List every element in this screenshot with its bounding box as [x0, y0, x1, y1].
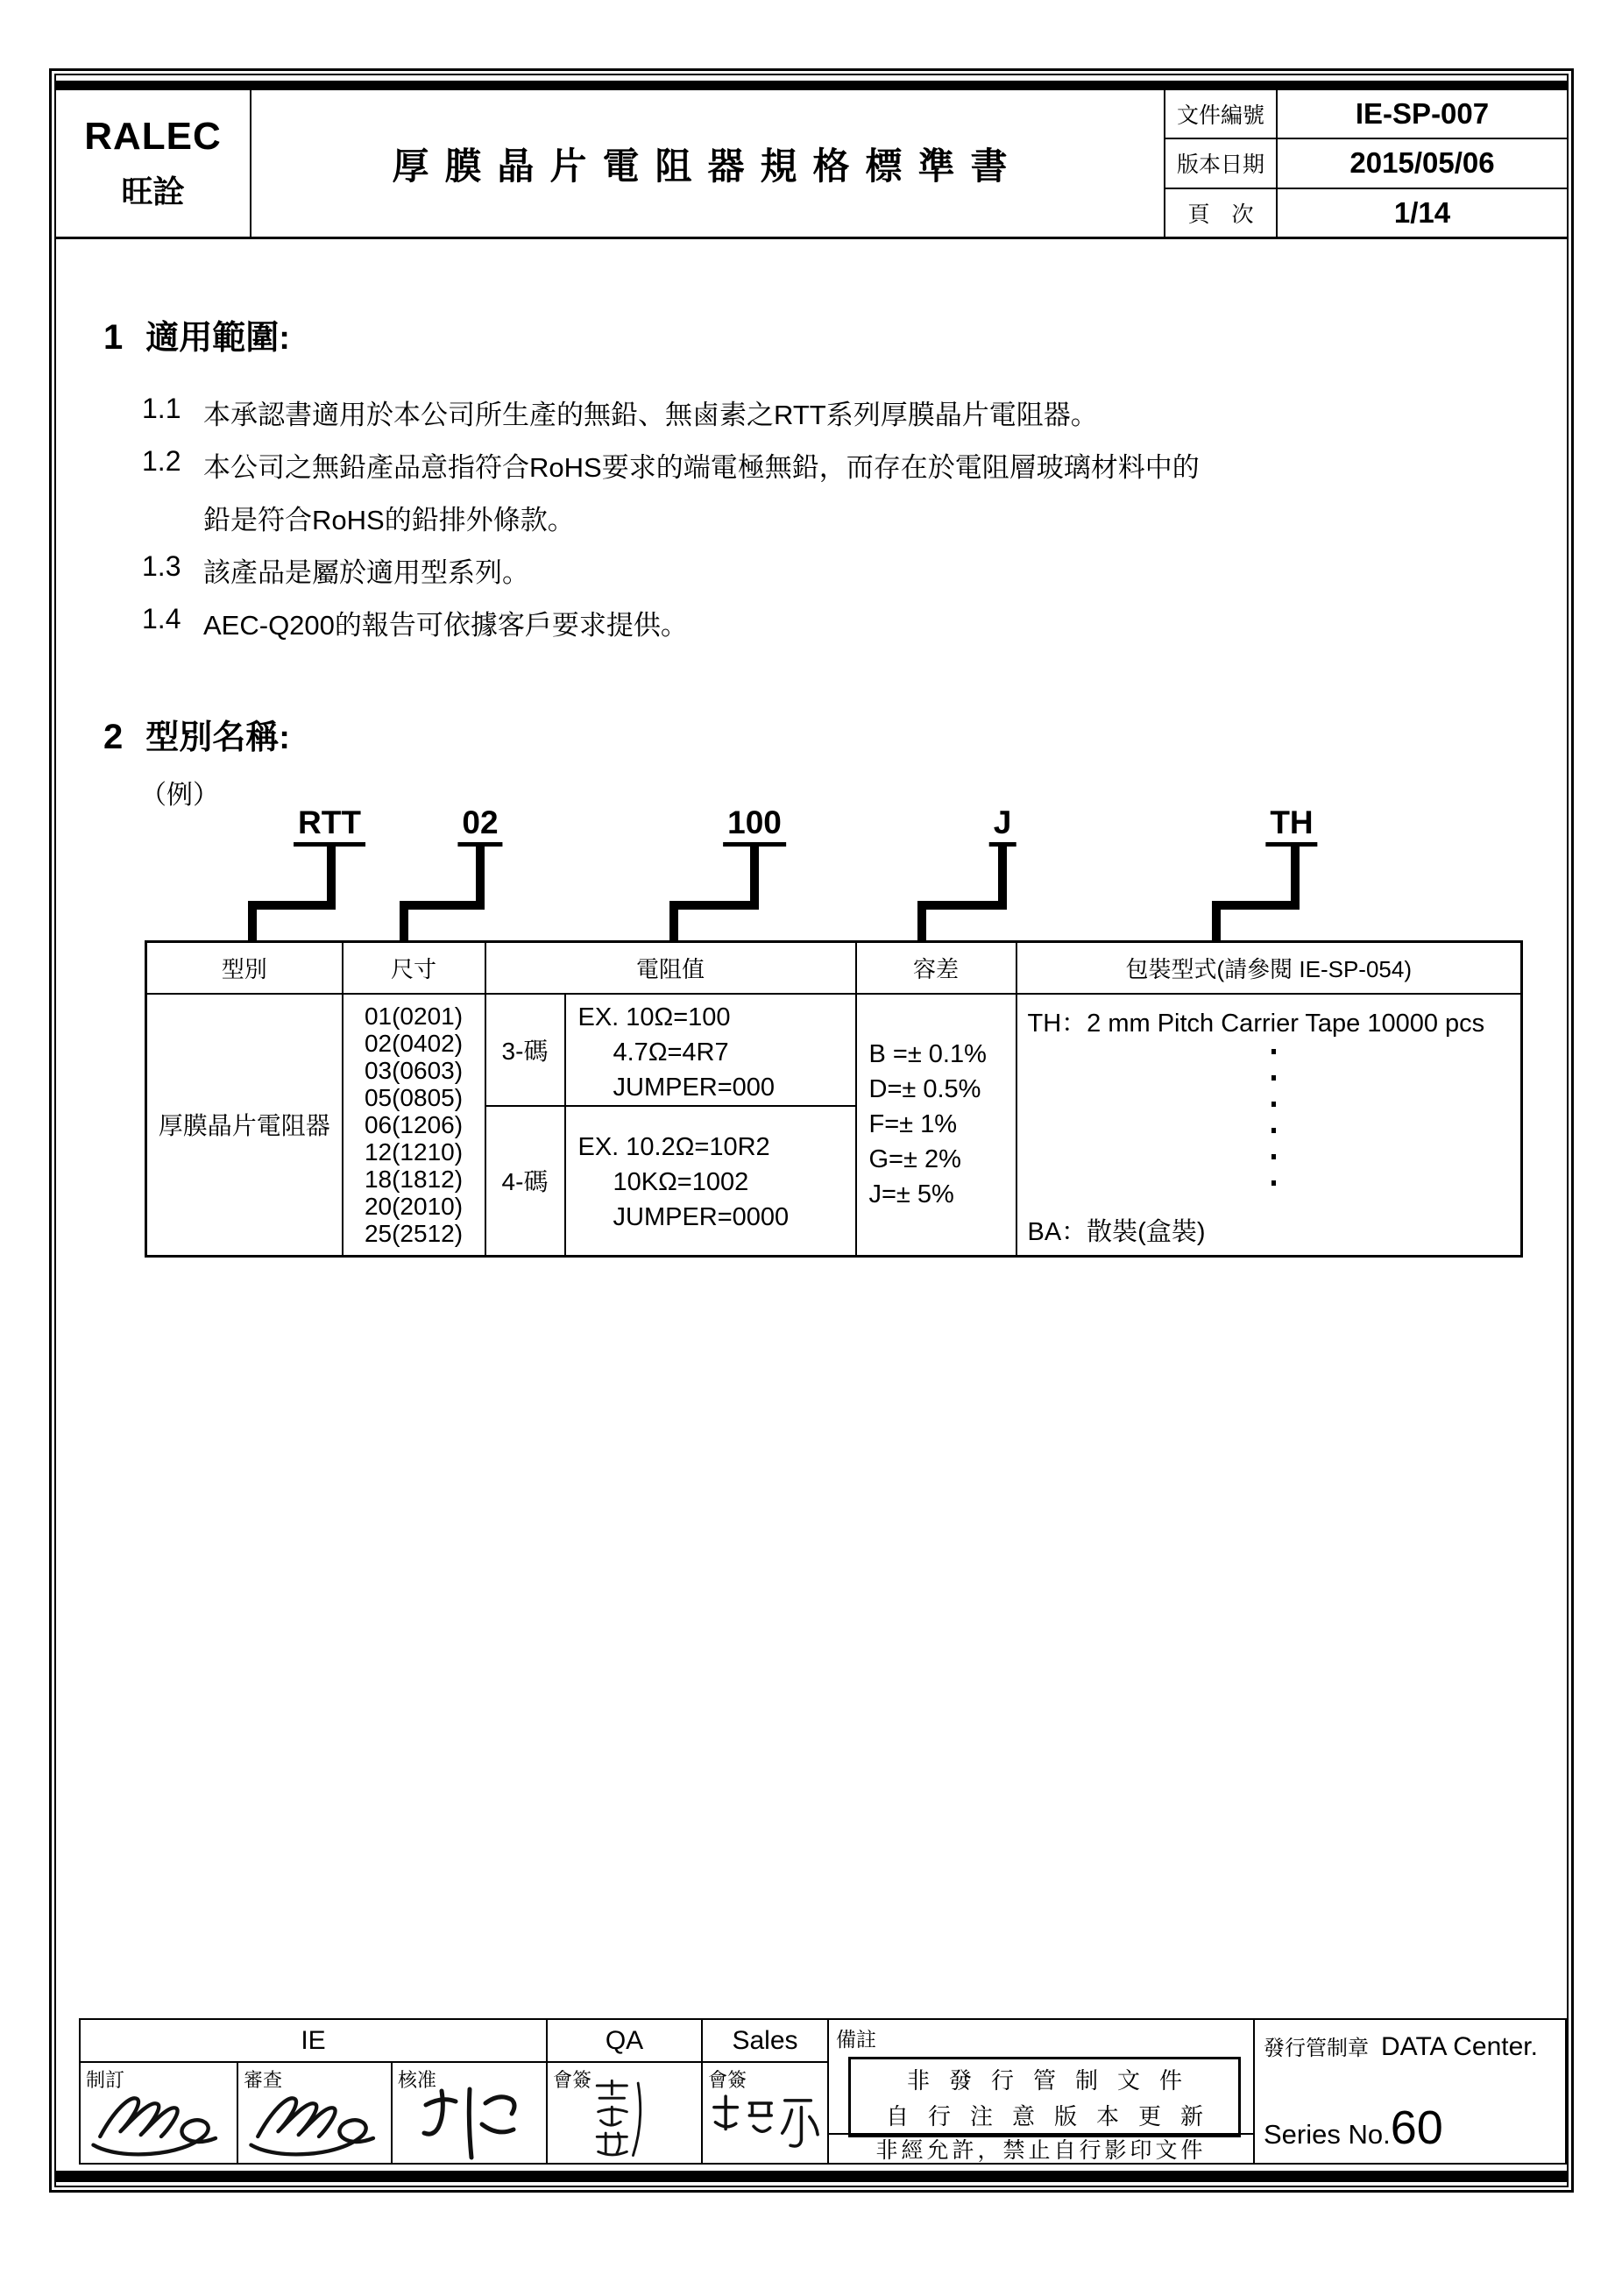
document-page [49, 68, 1574, 2193]
notes-label: 備註 [836, 2028, 876, 2051]
col-header-type: 型別 [146, 942, 343, 995]
part-number-table [145, 940, 1523, 1258]
example-label: （例） [140, 781, 219, 810]
company-logo [56, 90, 251, 237]
signature-drafter [88, 2082, 233, 2163]
item-number [142, 498, 203, 537]
dept-header-sales: Sales [703, 2020, 829, 2063]
example-line: JUMPER=000 [613, 1074, 776, 1102]
notice-line-1: 非發行管制文件 [906, 2067, 1201, 2094]
item-text: 該產品是屬於適用型系列。 [203, 557, 529, 588]
tolerance-item: G=± 2% [868, 1145, 961, 1174]
size-item: 05(0805) [364, 1083, 464, 1111]
signature-reviewer [245, 2082, 391, 2163]
stamp-label: 發行管制章 [1264, 2037, 1369, 2060]
notice-line-2: 自行注意版本更新 [885, 2103, 1222, 2129]
example-line: JUMPER=0000 [613, 1203, 790, 1231]
cell-type-value: 厚膜晶片電阻器 [146, 994, 343, 1256]
sign-cell-qa [548, 2063, 703, 2163]
sign-cell-drafter [81, 2063, 238, 2163]
size-item: 18(1812) [364, 1165, 464, 1193]
page-number-value: 1/14 [1393, 195, 1451, 229]
tolerance-item: B =± 0.1% [868, 1040, 987, 1069]
item-number: 1.3 [142, 550, 181, 582]
sign-cell-approver [393, 2063, 548, 2163]
company-logo-chinese: 旺詮 [121, 174, 185, 209]
section2-number: 2 [103, 718, 124, 756]
col-header-size: 尺寸 [343, 942, 485, 995]
notes-cell [829, 2020, 1255, 2163]
dept-header-ie: IE [81, 2020, 548, 2063]
doc-number-value: IE-SP-007 [1355, 97, 1490, 131]
document-title: 厚膜晶片電阻器規格標準書 [392, 145, 1023, 187]
cell-size-list [343, 994, 485, 1256]
section2-heading [103, 710, 290, 758]
part-number-resistance: 100 [723, 804, 786, 847]
series-number-value: 60 [1390, 2101, 1443, 2154]
example-line: 10KΩ=1002 [613, 1168, 749, 1196]
info-row-page-number [1165, 189, 1567, 237]
series-line [1264, 2101, 1443, 2154]
col-header-packaging: 包裝型式(請參閱 IE-SP-054) [1016, 942, 1522, 995]
cell-tolerance-list [856, 994, 1016, 1256]
issuance-stamp-cell [1255, 2020, 1567, 2163]
example-line: EX. 10.2Ω=10R2 [577, 1133, 770, 1161]
document-info-table [1164, 90, 1567, 237]
copy-prohibition-note: 非經允許，禁止自行影印文件 [875, 2138, 1207, 2163]
company-logo-latin: RALEC [84, 115, 222, 158]
sign-cell-sales [703, 2063, 829, 2163]
version-date-label: 版本日期 [1165, 139, 1278, 187]
section1-number: 1 [103, 318, 124, 357]
tolerance-item: J=± 5% [868, 1180, 954, 1209]
tolerance-item: F=± 1% [868, 1110, 958, 1139]
packaging-th-option: TH：2 mm Pitch Carrier Tape 10000 pcs [1027, 1010, 1485, 1038]
item-text: 本公司之無鉛產品意指符合RoHS要求的端電極無鉛，而存在於電阻層玻璃材料中的 [203, 452, 1200, 483]
role-label-approver: 核准 [398, 2069, 437, 2091]
role-label-drafter: 制訂 [86, 2069, 125, 2091]
size-item: 01(0201) [364, 1002, 464, 1030]
size-item: 06(1206) [364, 1110, 464, 1138]
section1-item-3 [142, 550, 529, 590]
section1-title: 適用範圍: [145, 320, 290, 357]
signature-qa [569, 2077, 665, 2161]
cell-code3-examples [565, 994, 856, 1106]
doc-number-label: 文件編號 [1165, 90, 1278, 138]
series-number-label: Series No. [1264, 2119, 1391, 2150]
tolerance-item: D=± 0.5% [868, 1075, 981, 1104]
col-header-resistance: 電阻值 [485, 942, 856, 995]
item-number: 1.4 [142, 603, 181, 634]
role-label-sales: 會簽 [708, 2069, 747, 2091]
section1-item-4 [142, 603, 688, 642]
ellipsis-dots [1271, 1049, 1276, 1203]
item-number: 1.1 [142, 393, 181, 424]
size-item: 25(2512) [364, 1219, 464, 1247]
size-item: 12(1210) [364, 1137, 464, 1166]
dept-header-qa: QA [548, 2020, 703, 2063]
item-text: 鉛是符合RoHS的鉛排外條款。 [203, 505, 575, 535]
example-line: EX. 10Ω=100 [577, 1003, 731, 1031]
role-label-reviewer: 審查 [244, 2069, 283, 2091]
cell-packaging [1016, 994, 1522, 1256]
cell-code4-label: 4-碼 [485, 1106, 565, 1256]
part-number-type: RTT [294, 804, 365, 847]
section1-item-1 [142, 393, 1098, 432]
size-item: 03(0603) [364, 1056, 464, 1084]
document-header [56, 90, 1567, 239]
page-number-label: 頁 次 [1165, 189, 1278, 237]
top-rule [56, 81, 1567, 90]
part-number-size: 02 [457, 804, 502, 847]
item-text: 本承認書適用於本公司所生產的無鉛、無鹵素之RTT系列厚膜晶片電阻器。 [203, 400, 1098, 430]
notice-box [848, 2057, 1241, 2137]
sign-cell-reviewer [238, 2063, 393, 2163]
section1-item-2-cont [142, 498, 575, 537]
part-number-connector-lines [56, 847, 1567, 940]
signature-sales [705, 2084, 827, 2156]
document-title-cell [251, 90, 1164, 237]
signature-approver [407, 2079, 538, 2162]
version-date-value: 2015/05/06 [1349, 146, 1495, 180]
section1-heading [103, 310, 290, 358]
part-number-tolerance: J [989, 804, 1016, 847]
part-number-packaging: TH [1265, 804, 1317, 847]
cell-code3-label: 3-碼 [485, 994, 565, 1106]
size-item: 20(2010) [364, 1192, 464, 1220]
bottom-rule [56, 2171, 1567, 2182]
stamp-line [1264, 2030, 1538, 2062]
size-item: 02(0402) [364, 1029, 464, 1057]
stamp-value: DATA Center. [1381, 2032, 1538, 2061]
item-number: 1.2 [142, 445, 181, 477]
packaging-ba-option: BA：散裝(盒裝) [1027, 1217, 1206, 1246]
example-line: 4.7Ω=4R7 [613, 1038, 729, 1067]
cell-code4-examples [565, 1106, 856, 1256]
role-label-qa: 會簽 [553, 2069, 592, 2091]
col-header-tolerance: 容差 [856, 942, 1016, 995]
approval-footer [79, 2018, 1567, 2165]
info-row-doc-number [1165, 90, 1567, 139]
page-inner-border [54, 74, 1569, 2187]
info-row-version-date [1165, 139, 1567, 188]
section2-title: 型別名稱: [145, 719, 290, 756]
section1-item-2 [142, 445, 1200, 485]
item-text: AEC-Q200的報告可依據客戶要求提供。 [203, 610, 688, 641]
